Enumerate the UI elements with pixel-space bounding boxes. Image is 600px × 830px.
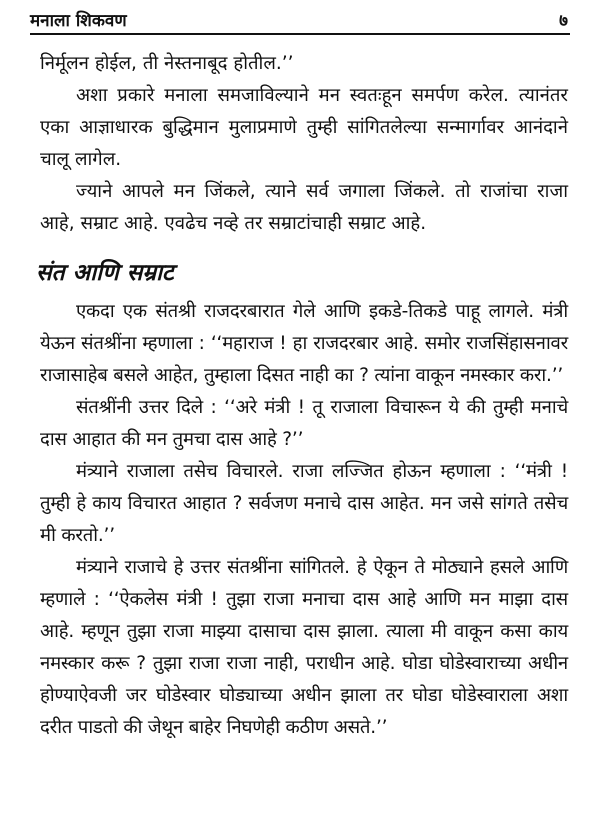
header-rule <box>30 33 570 35</box>
paragraph-saint-laugh: मंत्र्याने राजाचे हे उत्तर संतश्रींना सांगितले. हे ऐकून ते मोठ्याने हसले आणि म्हणाले : ‘‘ऐकलेस मंत्री ! तुझा राजा मनाचा दास आहे आणि मन माझा दास आहे. म्हणून तुझा राजा माझ्या दासाचा दास झाला. त्याला मी वाकून कसा काय नमस्कार करू ? तुझा राजा राजा नाही, पराधीन आहे. घोडा घोडेस्वाराच्या अधीन होण्याऐवजी जर घोडेस्वार घोड्याच्या अधीन झाला तर घोडा घोडेस्वाराला अशा दरीत पाडतो की जेथून बाहेर निघणेही कठीण असते.’’ <box>40 557 568 738</box>
paragraph-king-answer: मंत्र्याने राजाला तसेच विचारले. राजा लज्जित होऊन म्हणाला : ‘‘मंत्री ! तुम्ही हे काय विचारत आहात ? सर्वजण मनाचे दास आहेत. मन जसे सांगते तसेच मी करतो.’’ <box>40 461 568 546</box>
paragraph-mind-surrender: अशा प्रकारे मनाला समजाविल्याने मन स्वतःहून समर्पण करेल. त्यानंतर एका आज्ञाधारक बुद्धिमान मुलाप्रमाणे तुम्ही सांगितलेल्या सन्मार्गावर आनंदाने चालू लागेल. <box>40 85 568 170</box>
page-body <box>36 48 568 744</box>
paragraph-saint-reply: संतश्रींनी उत्तर दिले : ‘‘अरे मंत्री ! तू राजाला विचारून ये की तुम्ही मनाचे दास आहात की मन तुमचा दास आहे ?’’ <box>40 397 568 450</box>
chapter-title: मनाला शिकवण <box>30 11 127 31</box>
paragraph-continuation: निर्मूलन होईल, ती नेस्तनाबूद होतील.’’ <box>40 53 294 74</box>
section-heading: संत आणि सम्राट <box>36 259 174 286</box>
paragraph-court-visit: एकदा एक संतश्री राजदरबारात गेले आणि इकडे-तिकडे पाहू लागले. मंत्री येऊन संतश्रींना म्हणाला : ‘‘महाराज ! हा राजदरबार आहे. समोर राजसिंहासनावर राजासाहेब बसले आहेत, तुम्हाला दिसत नाही का ? त्यांना वाकून नमस्कार करा.’’ <box>40 301 568 386</box>
running-header <box>30 4 570 30</box>
paragraph-conquer-mind: ज्याने आपले मन जिंकले, त्याने सर्व जगाला जिंकले. तो राजांचा राजा आहे, सम्राट आहे. एवढेच नव्हे तर सम्राटांचाही सम्राट आहे. <box>40 181 568 234</box>
page-number: ७ <box>559 11 568 31</box>
